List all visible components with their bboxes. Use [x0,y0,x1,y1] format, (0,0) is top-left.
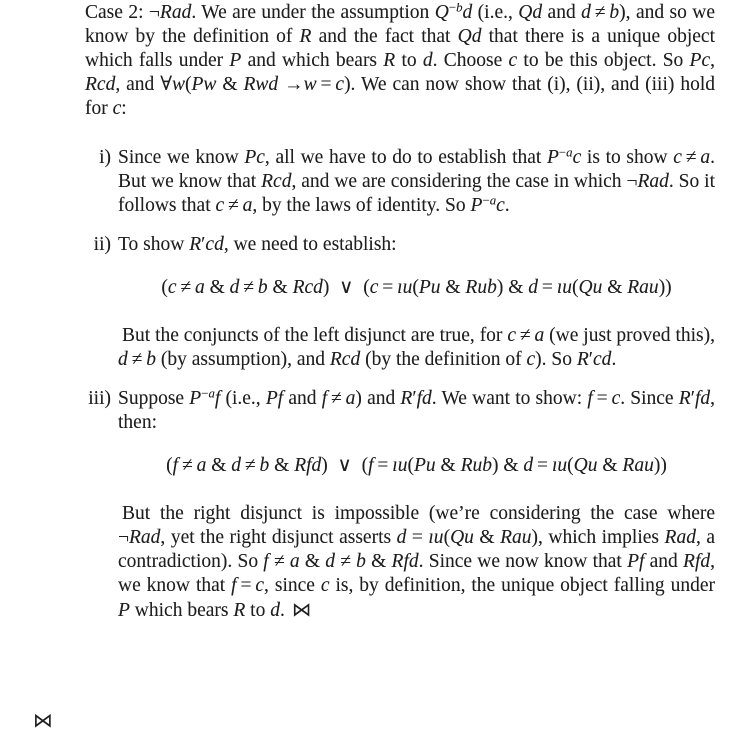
item-iii-continuation-text: But the right disjunct is impossible (we’re considering the case where ¬Rad, yet the right disjunct asserts d = ıu(Qu & Rau), which implies Rad, a contradiction). So f ≠ a & d ≠ b & Rfd. Since we now know that Pf and Rfd, we know that f = c, since c is, by definition, the unique object falling under P which bears R to d. [118,503,715,621]
item-iii-continuation [118,502,715,623]
qed-bowtie-icon: ⋈ [291,598,312,621]
item-iii-formula: (f ≠ a & d ≠ b & Rfd) ∨ (f = ıu(Pu & Rub) & d = ıu(Qu & Rau)) [166,455,667,476]
item-ii-formula: (c ≠ a & d ≠ b & Rcd) ∨ (c = ıu(Pu & Rub) & d = ıu(Qu & Rau)) [161,277,672,298]
item-ii-continuation: But the conjuncts of the left disjunct are true, for c ≠ a (we just proved this), d ≠ b (by assumption), and Rcd (by the definition of c). So R′cd. [118,325,715,370]
item-iii-intro: Suppose $P^{-a}f$ (i.e., Pf and f ≠ a) and R′fd. We want to show: f = c. Since R′fd, then: [118,386,715,433]
item-ii-intro: To show R′cd, we need to establish: [118,234,397,255]
footer-bowtie-icon: ⋈ [33,708,53,732]
item-label-iii: iii) [88,388,111,409]
item-i-body: Since we know Pc, all we have to do to establish that $P^{-a}c$ is to show c ≠ a. But we know that Rcd, and we are considering the case in which ¬Rad. So it follows that c ≠ a, by the laws of identity. So $P^{-a}c$. [118,145,715,216]
item-label-i: i) [99,147,111,168]
proof-item-ii [85,233,715,372]
proof-item-list [85,146,715,623]
case-intro-paragraph: Case 2: ¬Rad. We are under the assumption $Q^{-b}d$ (i.e., Qd and d ≠ b), and so we know by the definition of R and the fact that Qd that there is a unique object which falls under P and which bears R to d. Choose c to be this object. So Pc, Rcd, and ∀w(Pw & Rwd →w = c). We can now show that (i), (ii), and (iii) hold for c: [85,0,716,119]
item-label-ii: ii) [93,234,111,255]
proof-item-i [85,146,715,218]
proof-item-iii [85,387,715,623]
